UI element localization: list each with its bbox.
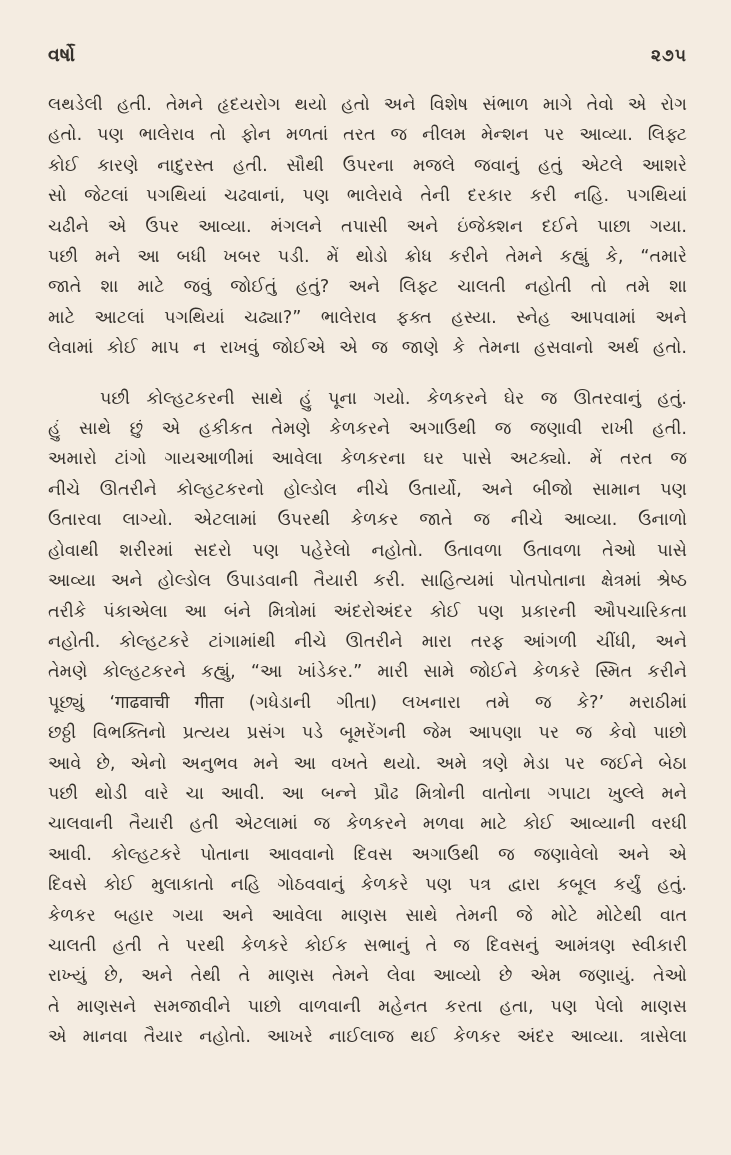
text-line: તે માણસને સમજાવીને પાછો વાળવાની મહેનત કરતા હતા, પણ પેલો માણસ xyxy=(48,996,687,1017)
text-line: પછી કોલ્હટકરની સાથે હું પૂના ગયો. કેળકરને ઘેર જ ઊતરવાનું હતું. xyxy=(100,388,687,409)
text-line: ચઢીને એ ઉપર આવ્યા. મંગલને તપાસી અને ઇંજેક્શન દઈને પાછા ગયા. xyxy=(48,216,687,237)
text-line: દિવસે કોઈ મુલાકાતો નહિ ગોઠવવાનું કેળકરે પણ પત્ર દ્વારા કબૂલ કર્યું હતું. xyxy=(48,875,687,896)
text-line: માટે આટલાં પગથિયાં ચઢ્યા?” ભાલેરાવ ફક્ત હસ્યા. સ્નેહ આપવામાં અને xyxy=(48,307,687,328)
paragraph-1 xyxy=(48,90,687,364)
text-line: રાખ્યું છે, અને તેથી તે માણસ તેમને લેવા આવ્યો છે એમ જણાયું. તેઓ xyxy=(48,966,687,987)
text-line: આવી. કોલ્હટકરે પોતાના આવવાનો દિવસ અગાઉથી જ જણાવેલો અને એ xyxy=(48,844,687,865)
text-line: લથડેલી હતી. તેમને હૃદયરોગ થયો હતો અને વિશેષ સંભાળ માગે તેવો એ રોગ xyxy=(48,95,687,115)
text-line: પછી થોડી વારે ચા આવી. આ બન્ને પ્રૌઢ મિત્રોની વાતોના ગપાટા ખુલ્લે મને xyxy=(48,783,687,804)
text-line: તેમણે કોલ્હટકરને કહ્યું, “આ ખાંડેકર.” મારી સામે જોઈને કેળકરે સ્મિત કરીને xyxy=(48,662,687,683)
text-line: છઠ્ઠી વિભક્તિનો પ્રત્યય પ્રસંગ પડે બૂમરેંગની જેમ આપણા પર જ કેવો પાછો xyxy=(48,723,687,744)
text-line: હું સાથે છું એ હકીકત તેમણે કેળકરને અગાઉથી જ જણાવી રાખી હતી. xyxy=(48,419,687,440)
text-line: નહોતી. કોલ્હટકરે ટાંગામાંથી નીચે ઊતરીને મારા તરફ આંગળી ચીંધી, અને xyxy=(48,631,687,652)
text-line: લેવામાં કોઈ માપ ન રાખવું જોઈએ એ જ જાણે કે તેમના હસવાનો અર્થ હતો. xyxy=(48,338,687,359)
text-line: આવે છે, એનો અનુભવ મને આ વખતે થયો. અમે ત્રણે મેડા પર જઈને બેઠા xyxy=(48,753,687,774)
text-line: ચાલવાની તૈયારી હતી એટલામાં જ કેળકરને મળવા માટે કોઈ આવ્યાની વરધી xyxy=(48,814,687,835)
body-text xyxy=(48,90,687,1053)
page-number: ૨૭૫ xyxy=(651,46,687,66)
page-header xyxy=(48,44,687,88)
text-line: નીચે ઊતરીને કોલ્હટકરનો હોલ્ડોલ નીચે ઉતાર્યો, અને બીજો સામાન પણ xyxy=(48,479,687,500)
text-line: સો જેટલાં પગથિયાં ચઢવાનાં, પણ ભાલેરાવે તેની દરકાર કરી નહિ. પગથિયાં xyxy=(48,186,687,207)
running-head: વર્ષો xyxy=(48,44,76,66)
text-line: કેળકર બહાર ગયા અને આવેલા માણસ સાથે તેમની જે મોટે મોટેથી વાત xyxy=(48,905,687,926)
text-line: એ માનવા તૈયાર નહોતો. આખરે નાઈલાજ થઈ કેળકર અંદર આવ્યા. ત્રાસેલા xyxy=(48,1027,687,1048)
text-line: ચાલતી હતી તે પરથી કેળકરે કોઈક સભાનું તે જ દિવસનું આમંત્રણ સ્વીકારી xyxy=(48,935,687,956)
text-line: પૂછ્યું ‘गाढवाची गीता (ગધેડાની ગીતા) લખનારા તમે જ કે?’ મરાઠીમાં xyxy=(48,692,687,713)
text-line: ઉતારવા લાગ્યો. એટલામાં ઉપરથી કેળકર જાતે જ નીચે આવ્યા. ઉનાળો xyxy=(48,510,687,531)
text-line: આવ્યા અને હોલ્ડોલ ઉપાડવાની તૈયારી કરી. સાહિત્યમાં પોતપોતાના ક્ષેત્રમાં શ્રેષ્ઠ xyxy=(48,571,687,592)
text-line: તરીકે પંકાએલા આ બંને મિત્રોમાં અંદરોઅંદર કોઈ પણ પ્રકારની ઔપચારિકતા xyxy=(48,601,687,622)
text-line: પછી મને આ બધી ખબર પડી. મેં થોડો ક્રોધ કરીને તેમને કહ્યું કે, “તમારે xyxy=(48,247,687,268)
paragraph-2 xyxy=(48,384,687,1053)
text-line: કોઈ કારણે નાદુરસ્ત હતી. સૌથી ઉપરના મજલે જવાનું હતું એટલે આશરે xyxy=(48,155,687,176)
text-line: અમારો ટાંગો ગાયઆળીમાં આવેલા કેળકરના ઘર પાસે અટક્યો. મેં તરત જ xyxy=(48,449,687,470)
text-line: હતો. પણ ભાલેરાવ તો ફોન મળતાં તરત જ નીલમ મેન્શન પર આવ્યા. લિફ્ટ xyxy=(48,125,687,146)
text-line: હોવાથી શરીરમાં સદરો પણ પહેરેલો નહોતો. ઉતાવળા ઉતાવળા તેઓ પાસે xyxy=(48,540,687,561)
text-line: જાતે શા માટે જવું જોઈતું હતું? અને લિફ્ટ ચાલતી નહોતી તો તમે શા xyxy=(48,277,687,298)
